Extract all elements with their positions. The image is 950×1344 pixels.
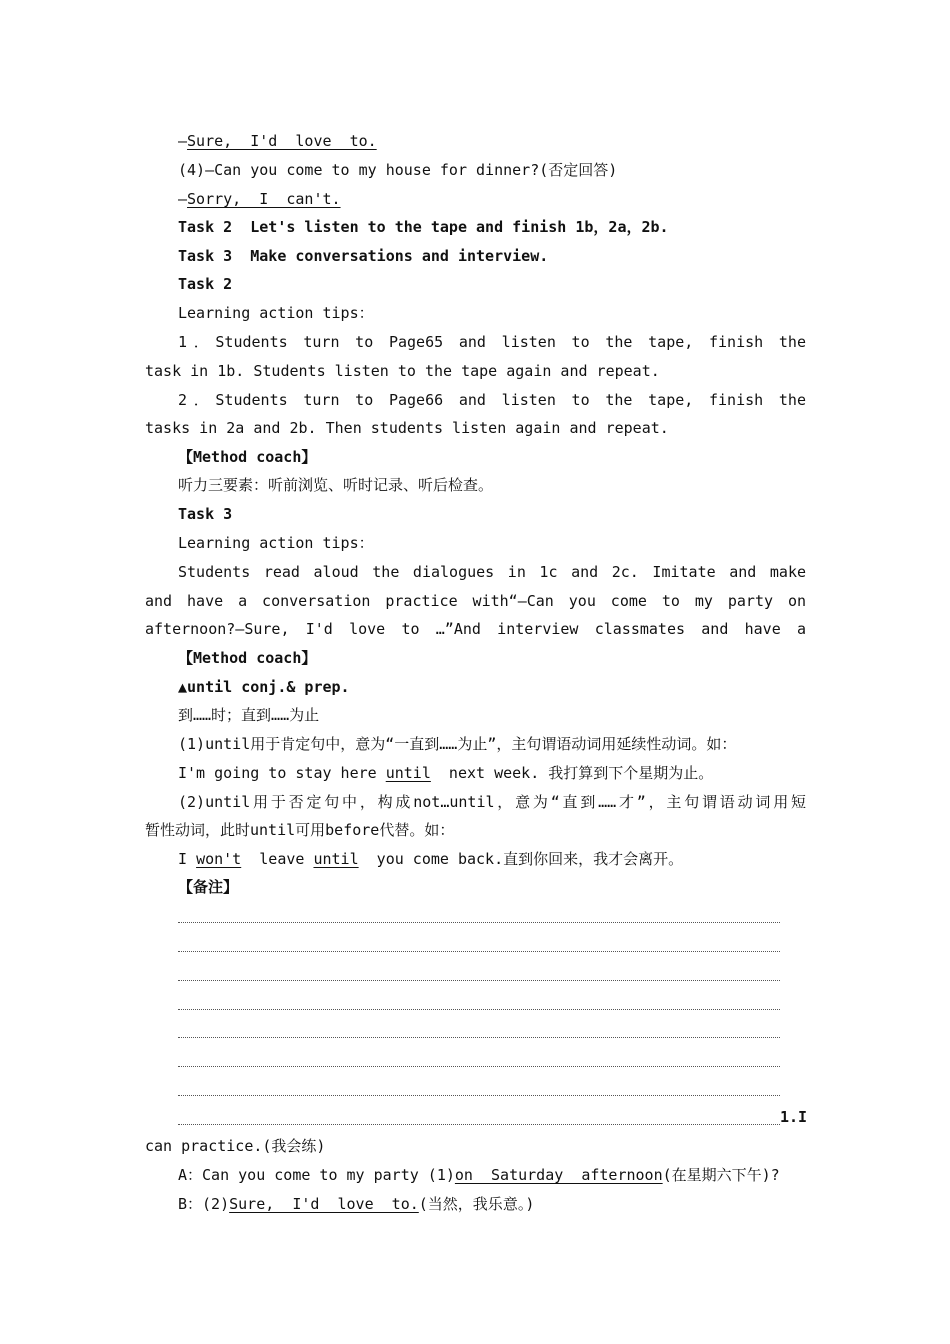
notes-rule [178, 1066, 780, 1067]
notes-rule [178, 1037, 780, 1038]
notes-rule [178, 980, 780, 981]
until-definition: 到……时；直到……为止 [178, 706, 320, 724]
until-example-1: I'm going to stay here until next week. 我打算到下个星期为止。 [178, 764, 714, 782]
method-coach-label: 【Method coach】 [178, 448, 317, 466]
task2-step2-line1: 2．Students turn to Page66 and listen to the tape, finish the [178, 391, 806, 409]
method-coach-text: 听力三要素：听前浏览、听时记录、听后检查。 [178, 476, 494, 494]
until-rule-2-line1: (2)until用于否定句中，构成not…until，意为“直到……才”，主句谓语动词用短 [178, 793, 806, 811]
notes-rule [178, 922, 780, 923]
task2-step1-line2: task in 1b. Students listen to the tape again and repeat. [145, 362, 660, 380]
notes-rule [178, 1124, 780, 1125]
practice-heading: can practice.(我会练) [145, 1137, 326, 1155]
task2-section-title: Task 2 [178, 275, 233, 293]
learning-tips-label: Learning action tips： [178, 534, 374, 552]
method-coach-label: 【Method coach】 [178, 649, 317, 667]
task2-heading: Task 2 Let's listen to the tape and finish 1b，2a，2b. [178, 218, 669, 236]
practice-question-a: A：Can you come to my party (1)on Saturday afternoon(在星期六下午)? [178, 1166, 780, 1184]
until-heading: ▲until conj.& prep. [178, 678, 350, 696]
underlined-word: won't [196, 850, 242, 868]
task3-line1: Students read aloud the dialogues in 1c and 2c. Imitate and make [178, 563, 806, 581]
answer-underlined: on Saturday afternoon [454, 1166, 663, 1184]
task3-line3: afternoon?—Sure, I'd love to …”And interview classmates and have a [145, 620, 806, 638]
learning-tips-label: Learning action tips： [178, 304, 374, 322]
until-rule-1: (1)until用于肯定句中，意为“一直到……为止”，主句谓语动词用延续性动词。如： [178, 735, 737, 753]
practice-answer-b: B：(2)Sure, I'd love to.(当然，我乐意。) [178, 1195, 535, 1213]
answer-line-4 [178, 185, 806, 214]
notes-rule [178, 1095, 780, 1096]
notes-label: 【备注】 [178, 878, 239, 896]
notes-rule [178, 1009, 780, 1010]
answer-underlined: Sorry, I can't. [187, 190, 341, 208]
section-number: 1.I [780, 1108, 808, 1126]
answer-underlined: Sure, I'd love to. [229, 1195, 419, 1213]
answer-underlined: Sure, I'd love to. [187, 132, 377, 150]
dash: — [178, 190, 188, 208]
task3-line2: and have a conversation practice with“—Can you come to my party on [145, 592, 806, 610]
task2-step2-line2: tasks in 2a and 2b. Then students listen again and repeat. [145, 419, 669, 437]
answer-line-3 [178, 127, 806, 156]
until-example-2: I won't leave until you come back.直到你回来，我才会离开。 [178, 850, 684, 868]
task3-heading: Task 3 Make conversations and interview. [178, 247, 549, 265]
underlined-word: until [313, 850, 359, 868]
task3-section-title: Task 3 [178, 505, 233, 523]
question-4: (4)—Can you come to my house for dinner?(否定回答) [178, 161, 618, 179]
task2-step1-line1: 1．Students turn to Page65 and listen to the tape, finish the [178, 333, 806, 351]
underlined-word: until [385, 764, 431, 782]
notes-rule [178, 951, 780, 952]
dash: — [178, 132, 188, 150]
until-rule-2-line2: 暂性动词，此时until可用before代替。如： [145, 821, 455, 839]
